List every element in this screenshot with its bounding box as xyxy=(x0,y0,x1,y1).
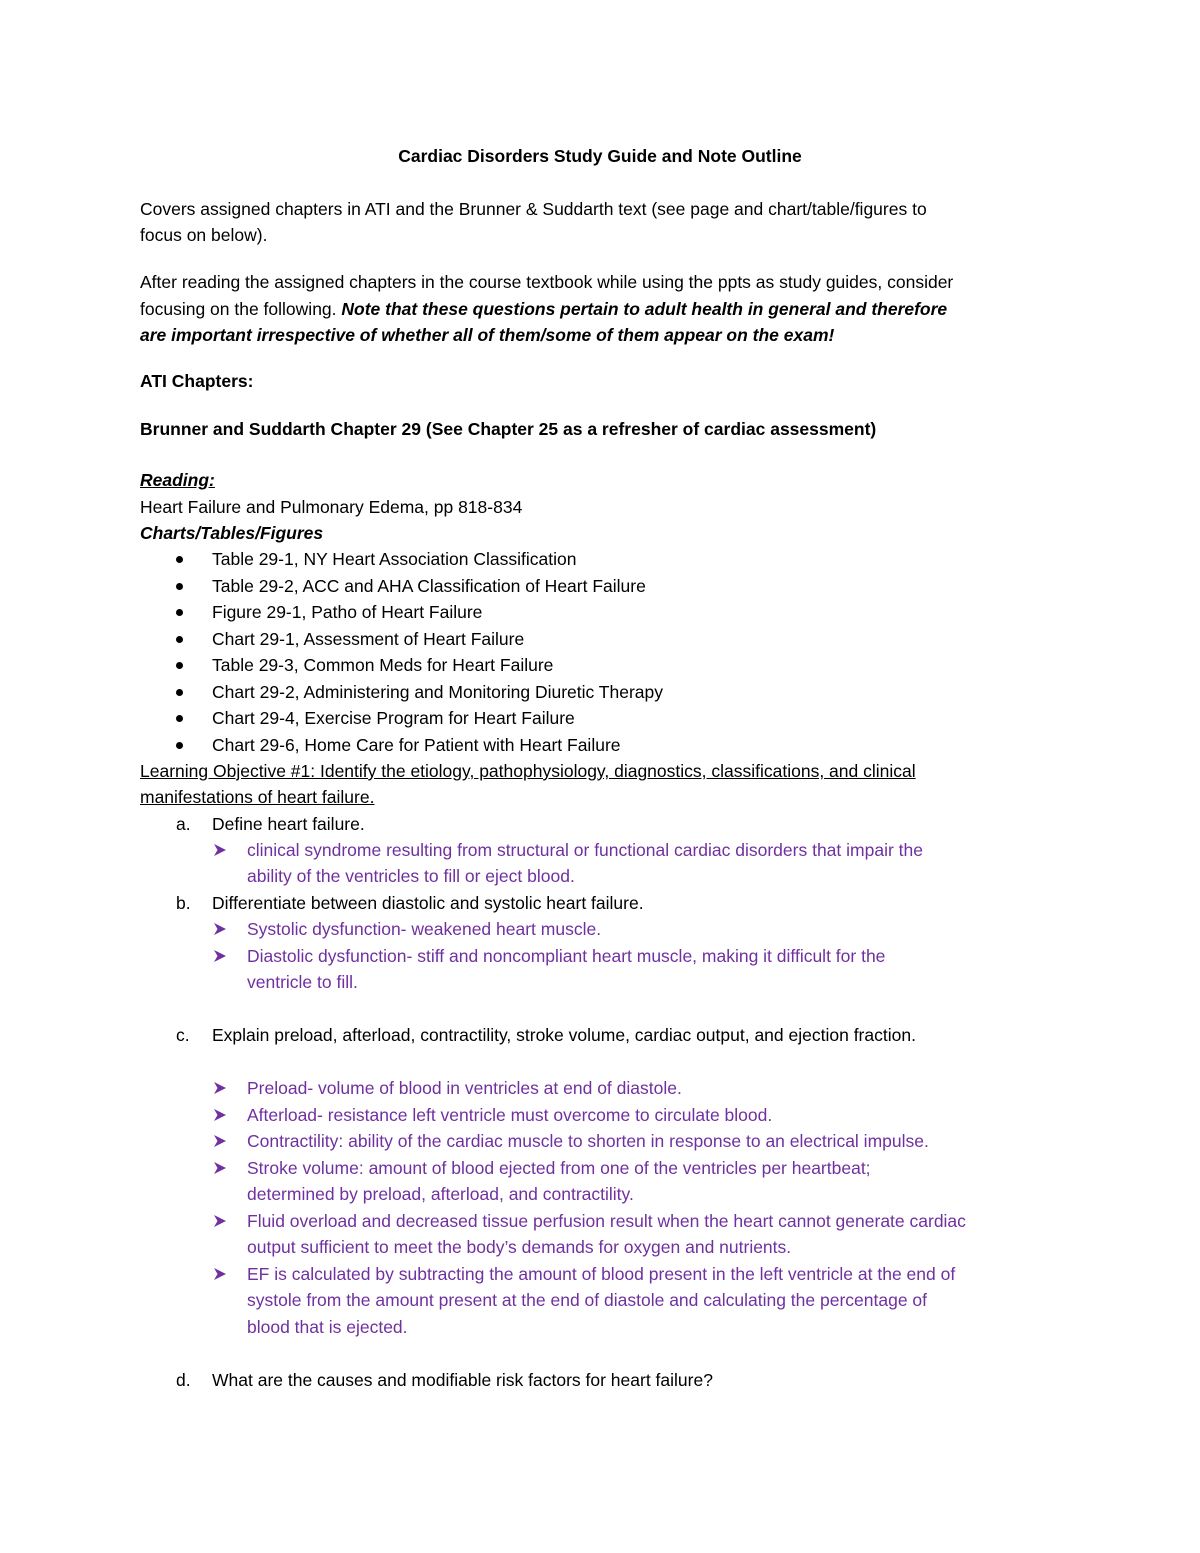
answer-a1-line-2: ability of the ventricles to fill or eject blood. xyxy=(247,866,575,886)
bullet-icon xyxy=(176,583,183,590)
arrowhead-icon xyxy=(213,1161,227,1175)
question-d-text: What are the causes and modifiable risk factors for heart failure? xyxy=(212,1370,713,1390)
charts-item: Chart 29-2, Administering and Monitoring Diuretic Therapy xyxy=(212,682,664,702)
arrowhead-icon xyxy=(213,1267,227,1281)
answer-b2-line-1: Diastolic dysfunction- stiff and noncompliant heart muscle, making it difficult for the xyxy=(247,946,886,966)
arrowhead-icon xyxy=(213,1214,227,1228)
learning-objective-line-2: manifestations of heart failure. xyxy=(140,787,375,807)
para2-emphasis-2: are important irrespective of whether all of them/some of them appear on the exam! xyxy=(140,325,835,345)
bullet-icon xyxy=(176,689,183,696)
answer-a1-line-1: clinical syndrome resulting from structural or functional cardiac disorders that impair the xyxy=(247,840,923,860)
page-title: Cardiac Disorders Study Guide and Note Outline xyxy=(398,146,802,166)
answer-b1: Systolic dysfunction- weakened heart muscle. xyxy=(247,919,602,939)
charts-label: Charts/Tables/Figures xyxy=(140,523,324,543)
para2-line-1: After reading the assigned chapters in the course textbook while using the ppts as study guides, consider xyxy=(140,272,954,292)
answer-c6-line-3: blood that is ejected. xyxy=(247,1317,408,1337)
question-c-text: Explain preload, afterload, contractility, stroke volume, cardiac output, and ejection fraction. xyxy=(212,1025,916,1045)
charts-item: Chart 29-4, Exercise Program for Heart Failure xyxy=(212,708,575,728)
para2-emphasis-1: Note that these questions pertain to adult health in general and therefore xyxy=(341,299,948,319)
ati-chapters-heading: ATI Chapters: xyxy=(140,371,254,391)
answer-c6-line-1: EF is calculated by subtracting the amount of blood present in the left ventricle at the end of xyxy=(247,1264,956,1284)
bullet-icon xyxy=(176,742,183,749)
reading-label: Reading: xyxy=(140,470,215,490)
answer-c2: Afterload- resistance left ventricle must overcome to circulate blood. xyxy=(247,1105,773,1125)
question-d-marker: d. xyxy=(176,1370,191,1390)
bullet-icon xyxy=(176,636,183,643)
bullet-icon xyxy=(176,609,183,616)
answer-c6-line-2: systole from the amount present at the end of diastole and calculating the percentage of xyxy=(247,1290,928,1310)
reading-item: Heart Failure and Pulmonary Edema, pp 818-834 xyxy=(140,497,523,517)
charts-item: Table 29-2, ACC and AHA Classification of Heart Failure xyxy=(212,576,646,596)
charts-item: Chart 29-1, Assessment of Heart Failure xyxy=(212,629,525,649)
answer-c4-line-1: Stroke volume: amount of blood ejected from one of the ventricles per heartbeat; xyxy=(247,1158,871,1178)
arrowhead-icon xyxy=(213,922,227,936)
intro-line-2: focus on below). xyxy=(140,225,268,245)
question-b-marker: b. xyxy=(176,893,191,913)
arrowhead-icon xyxy=(213,843,227,857)
intro-line-1: Covers assigned chapters in ATI and the Brunner & Suddarth text (see page and chart/table/figures to xyxy=(140,199,927,219)
answer-c5-line-2: output sufficient to meet the body’s demands for oxygen and nutrients. xyxy=(247,1237,792,1257)
arrowhead-icon xyxy=(213,1108,227,1122)
para2-line-2 xyxy=(140,296,947,323)
charts-item: Chart 29-6, Home Care for Patient with Heart Failure xyxy=(212,735,621,755)
para2-line-2-plain: focusing on the following. xyxy=(140,299,342,319)
charts-item: Table 29-3, Common Meds for Heart Failure xyxy=(212,655,554,675)
arrowhead-icon xyxy=(213,1134,227,1148)
arrowhead-icon xyxy=(213,949,227,963)
bullet-icon xyxy=(176,556,183,563)
charts-item: Table 29-1, NY Heart Association Classification xyxy=(212,549,577,569)
question-c-marker: c. xyxy=(176,1025,190,1045)
charts-item: Figure 29-1, Patho of Heart Failure xyxy=(212,602,483,622)
answer-b2-line-2: ventricle to fill. xyxy=(247,972,358,992)
answer-c3: Contractility: ability of the cardiac muscle to shorten in response to an electrical impulse. xyxy=(247,1131,929,1151)
bullet-icon xyxy=(176,662,183,669)
arrowhead-icon xyxy=(213,1081,227,1095)
answer-c1: Preload- volume of blood in ventricles at end of diastole. xyxy=(247,1078,682,1098)
answer-c4-line-2: determined by preload, afterload, and contractility. xyxy=(247,1184,634,1204)
question-a-text: Define heart failure. xyxy=(212,814,365,834)
bullet-icon xyxy=(176,715,183,722)
question-b-text: Differentiate between diastolic and systolic heart failure. xyxy=(212,893,644,913)
brunner-chapter-heading: Brunner and Suddarth Chapter 29 (See Chapter 25 as a refresher of cardiac assessment) xyxy=(140,419,877,439)
learning-objective-line-1: Learning Objective #1: Identify the etiology, pathophysiology, diagnostics, classifications, and clinical xyxy=(140,761,916,781)
answer-c5-line-1: Fluid overload and decreased tissue perfusion result when the heart cannot generate cardiac xyxy=(247,1211,966,1231)
question-a-marker: a. xyxy=(176,814,191,834)
